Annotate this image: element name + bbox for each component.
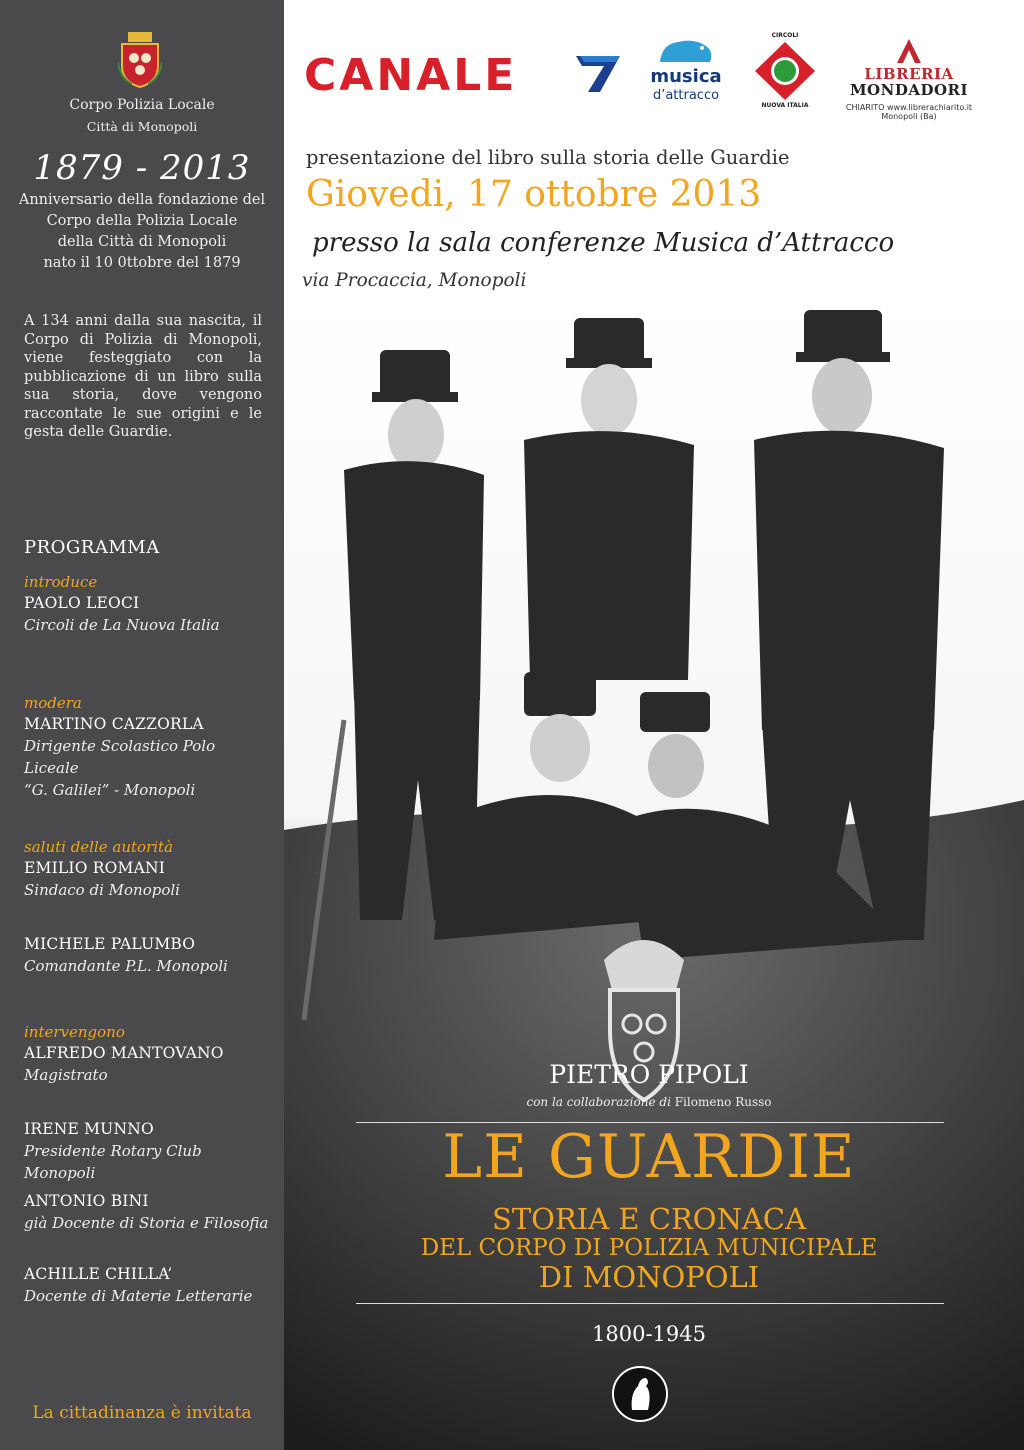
canale7-seven-icon <box>574 54 622 94</box>
circoli-nuova-italia-logo <box>750 32 820 112</box>
nuova-italia-text: NUOVA ITALIA <box>761 102 809 109</box>
book-title: LE GUARDIE <box>442 1122 856 1192</box>
header-line-2: Città di Monopoli <box>86 119 198 134</box>
circoli-diamond-icon <box>753 40 817 102</box>
header-line-1: Corpo Polizia Locale <box>69 97 215 113</box>
program-name: ANTONIO BINI <box>24 1192 149 1210</box>
book-collaboration <box>284 1095 1014 1109</box>
sidebar <box>0 0 284 1450</box>
program-desc: “G. Galilei” - Monopoli <box>24 781 196 799</box>
book-subtitle-1: STORIA E CRONACA <box>491 1202 807 1236</box>
program-name: MARTINO CAZZORLA <box>24 715 204 733</box>
invitation-text: La cittadinanza è invitata <box>32 1403 252 1423</box>
program-desc: Magistrato <box>24 1066 108 1084</box>
program-desc: Sindaco di Monopoli <box>24 881 180 899</box>
libreria-mondadori-logo <box>844 38 974 121</box>
program-role: saluti delle autorità <box>24 838 174 856</box>
mondadori-text: MONDADORI <box>849 81 969 99</box>
musica-attracco-logo <box>648 36 724 112</box>
anniversary-years: 1879 - 2013 <box>33 148 251 188</box>
program-title: PROGRAMMA <box>24 537 160 558</box>
program-item <box>24 933 274 977</box>
program-desc: Docente di Materie Letterarie <box>24 1287 253 1305</box>
program-role: modera <box>24 694 82 712</box>
program-item <box>24 1022 274 1086</box>
program-role: introduce <box>24 573 98 591</box>
divider <box>356 1303 944 1304</box>
program-name: ALFREDO MANTOVANO <box>24 1044 224 1062</box>
anniversary-line: della Città di Monopoli <box>57 234 227 250</box>
program-item <box>24 837 274 901</box>
canale7-logo: CANALE <box>304 50 518 101</box>
intro-paragraph: A 134 anni dalla sua nascita, il Corpo di Polizia di Monopoli, viene festeggiato con la pubblicazione di un libro sulla sua storia, dove vengono raccontate le sue origini e le gesta delle Guardie. <box>24 313 262 440</box>
anniversary-line: nato il 10 0ttobre del 1879 <box>43 255 241 271</box>
book-subtitle-2: DEL CORPO DI POLIZIA MUNICIPALE <box>420 1235 878 1261</box>
program-role: intervengono <box>24 1023 125 1041</box>
program-name: MICHELE PALUMBO <box>24 935 196 953</box>
program-name: ACHILLE CHILLA’ <box>24 1265 173 1283</box>
book-period: 1800-1945 <box>592 1322 706 1346</box>
anniversary-text <box>0 190 284 274</box>
book-subtitle-3: DI MONOPOLI <box>538 1260 760 1294</box>
publisher-logo-icon <box>610 1364 670 1424</box>
program-desc: già Docente di Storia e Filosofia <box>24 1214 269 1232</box>
collab-prefix: con la collaborazione di <box>526 1095 671 1109</box>
city-crest-icon <box>118 32 162 88</box>
book-author: PIETRO PIPOLI <box>549 1060 749 1089</box>
program-item <box>24 1118 274 1184</box>
musica-text: musica <box>650 66 722 87</box>
program-item <box>24 693 274 801</box>
anniversary-line: Anniversario della fondazione del <box>18 192 266 208</box>
mondadori-rose-icon <box>896 38 922 64</box>
program-desc: Presidente Rotary Club Monopoli <box>24 1142 202 1182</box>
attracco-text: d’attracco <box>652 88 720 103</box>
event-subtitle: presentazione del libro sulla storia delle Guardie <box>306 146 790 169</box>
event-address: via Procaccia, Monopoli <box>302 270 527 291</box>
event-venue: presso la sala conferenze Musica d’Attracco <box>312 228 895 258</box>
circoli-text: CIRCOLI <box>771 32 799 39</box>
program-name: PAOLO LEOCI <box>24 594 140 612</box>
program-name: EMILIO ROMANI <box>24 859 166 877</box>
anniversary-line: Corpo della Polizia Locale <box>46 213 238 229</box>
program-desc: Circoli de La Nuova Italia <box>24 616 220 634</box>
musica-hippo-icon <box>656 36 716 66</box>
program-item <box>24 572 274 636</box>
program-desc: Dirigente Scolastico Polo Liceale <box>24 737 216 777</box>
chiarito-text: CHIARITO www.librerachiarito.it Monopoli (Ba) <box>845 103 973 121</box>
program-item <box>24 1263 274 1307</box>
libreria-text: LIBRERIA <box>864 65 954 83</box>
collab-name: Filomeno Russo <box>674 1095 772 1109</box>
program-item <box>24 1190 274 1234</box>
program-desc: Comandante P.L. Monopoli <box>24 957 228 975</box>
program-name: IRENE MUNNO <box>24 1120 154 1138</box>
event-date: Giovedi, 17 ottobre 2013 <box>306 174 762 215</box>
main-panel <box>284 0 1024 1450</box>
